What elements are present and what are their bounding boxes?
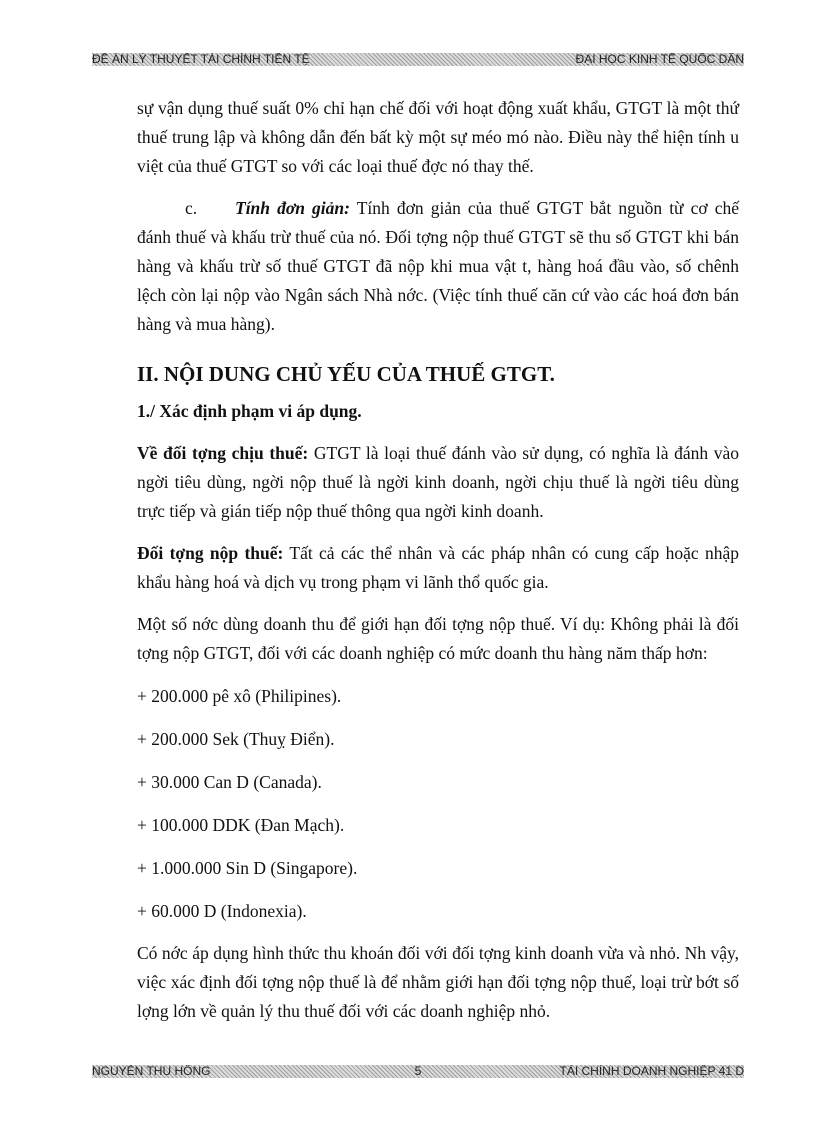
item-c-text: Tính đơn giản của thuế GTGT bắt nguồn từ cơ chế đánh thuế và khấu trừ thuế của nó. Đối tợng nộp thuế GTGT sẽ thu số GTGT khi bán hàng và khấu trừ số thuế GTGT đã nộp khi mua vật t, hàng hoá đầu vào, số chênh lệch còn lại nộp vào Ngân sách Nhà nớc. (Việc tính thuế căn cứ vào các hoá đơn bán hàng và mua hàng). (137, 198, 739, 334)
paragraph-item-c (137, 194, 739, 339)
paragraph-conclusion: Có nớc áp dụng hình thức thu khoán đối với đối tợng kinh doanh vừa và nhỏ. Nh vậy, việc xác định đối tợng nộp thuế là để nhằm giới hạn đối tợng nộp thuế, loại trừ bớt số lợng lớn về quản lý thu thuế đối với các doanh nghiệp nhỏ. (137, 943, 739, 1021)
paragraph-intro: sự vận dụng thuế suất 0% chỉ hạn chế đối với hoạt động xuất khẩu, GTGT là một thứ thuế trung lập và không dẫn đến bất kỳ một sự méo mó nào. Điều này thể hiện tính u việt của thuế GTGT so với các loại thuế đợc nó thay thế. (137, 98, 739, 176)
header-right-title: ĐẠI HỌC KINH TẾ QUỐC DÂN (575, 53, 744, 66)
page-number: 5 (414, 1065, 422, 1078)
paragraph-taxable-subject (137, 439, 739, 526)
list-item: + 200.000 Sek (Thuỵ Điển). (137, 729, 335, 749)
subsection-heading: 1./ Xác định phạm vi áp dụng. (137, 401, 362, 421)
header-left-title: ĐỀ ÁN LÝ THUYẾT TÀI CHÍNH TIỀN TỆ (92, 53, 310, 66)
taxpayer-text: Tất cả các thể nhân và các pháp nhân có cung cấp hoặc nhập khẩu hàng hoá và dịch vụ trong phạm vi lãnh thổ quốc gia. (137, 543, 739, 592)
taxable-subject-title: Về đối tợng chịu thuế: (137, 443, 309, 463)
list-item: + 200.000 pê xô (Philipines). (137, 686, 342, 706)
taxpayer-title: Đối tợng nộp thuế: (137, 543, 284, 563)
paragraph-some-countries: Một số nớc dùng doanh thu để giới hạn đối tợng nộp thuế. Ví dụ: Không phải là đối tợng nộp GTGT, đối với các doanh nghiệp có mức doanh thu hàng năm thấp hơn: (137, 614, 739, 663)
footer-course: TÀI CHÍNH DOANH NGHIỆP 41 D (559, 1065, 744, 1078)
threshold-list (137, 682, 739, 926)
item-c-title: Tính đơn giản: (235, 198, 350, 218)
page-body (137, 94, 739, 1026)
list-item: + 1.000.000 Sin D (Singapore). (137, 858, 358, 878)
footer-author: NGUYỄN THU HỒNG (92, 1065, 211, 1078)
section-heading: II. NỘI DUNG CHỦ YẾU CỦA THUẾ GTGT. (137, 362, 555, 386)
paragraph-taxpayer (137, 539, 739, 597)
list-item: + 30.000 Can D (Canada). (137, 772, 322, 792)
list-item: + 100.000 DDK (Đan Mạch). (137, 815, 345, 835)
taxable-subject-text: GTGT là loại thuế đánh vào sử dụng, có nghĩa là đánh vào ngời tiêu dùng, ngời nộp thuế là ngời kinh doanh, ngời chịu thuế là ngời tiêu dùng trực tiếp và gián tiếp nộp thuế thông qua ngời kinh doanh. (137, 443, 740, 521)
list-item: + 60.000 D (Indonexia). (137, 901, 307, 921)
page-footer (92, 1065, 744, 1078)
item-c-label: c. (185, 198, 198, 218)
page-header (92, 53, 744, 66)
